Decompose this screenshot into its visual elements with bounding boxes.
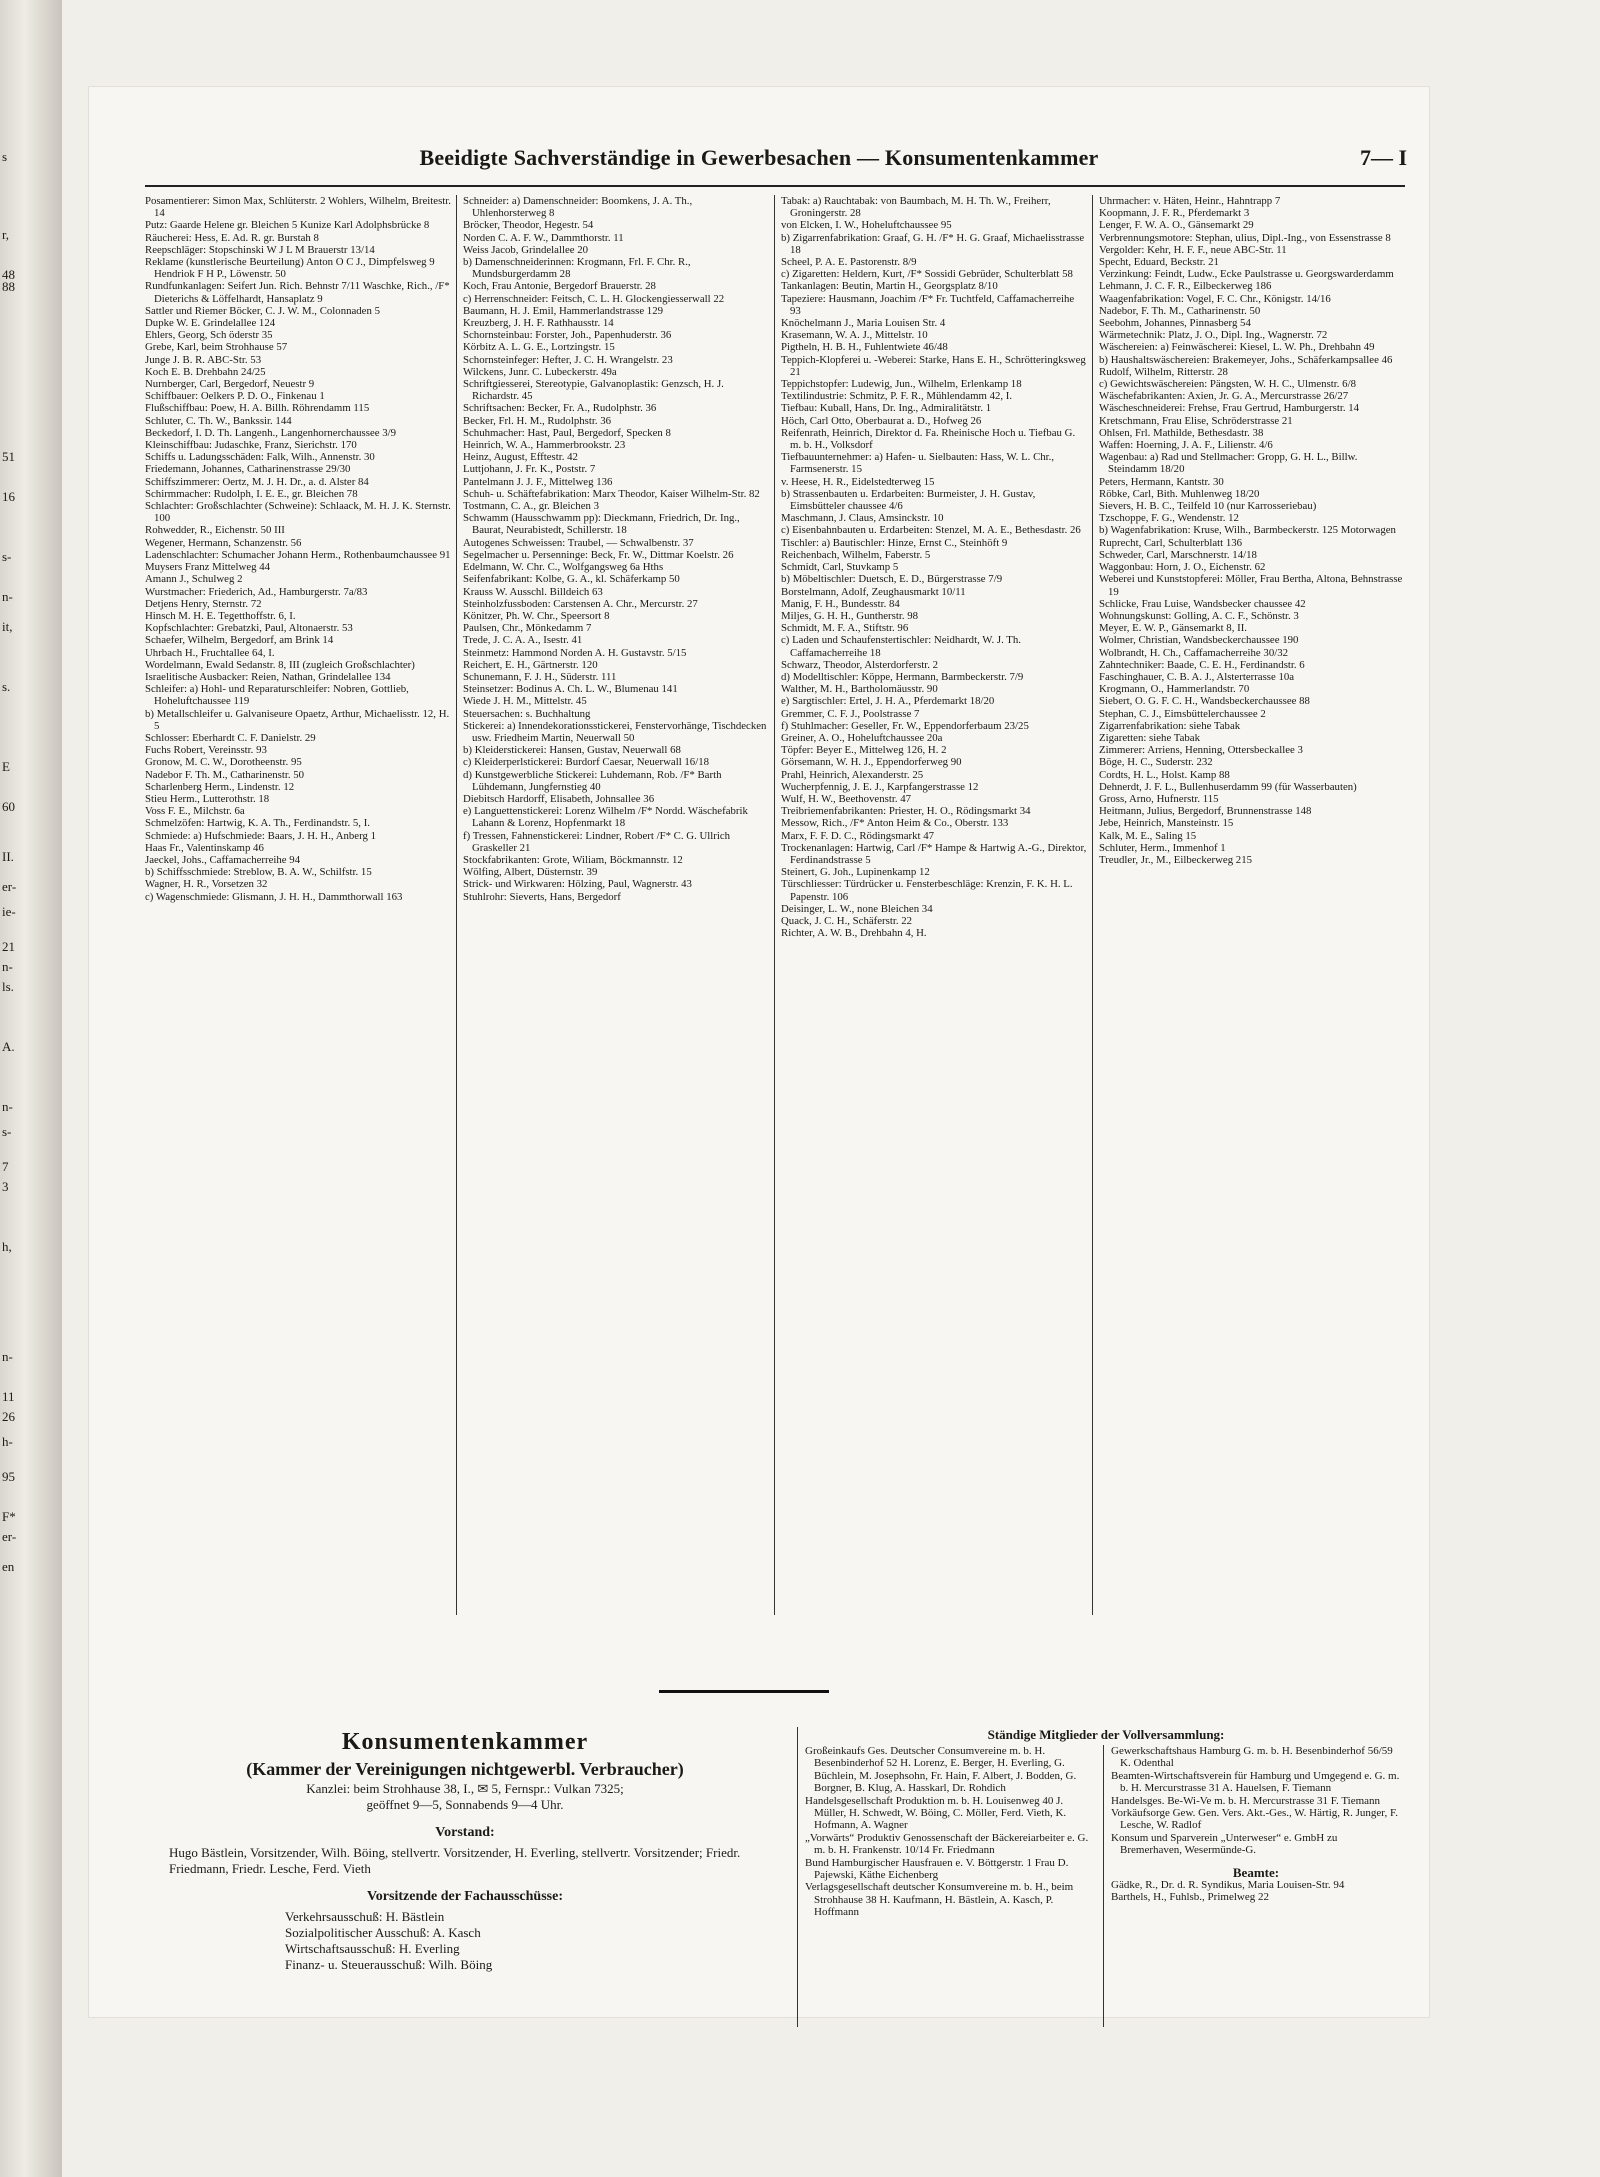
directory-entry: Scharlenberg Herm., Lindenstr. 12 bbox=[145, 780, 295, 793]
directory-entry: Verzinkung: Feindt, Ludw., Ecke Paulstrasse u. Georgswarderdamm bbox=[1099, 268, 1394, 281]
margin-mark: n- bbox=[2, 1099, 13, 1114]
directory-entry: Wurstmacher: Friederich, Ad., Hamburgerstr. 7a/83 bbox=[145, 585, 368, 598]
column-rule bbox=[774, 195, 775, 1615]
directory-entry: Edelmann, W. Chr. C., Wolfgangsweg 6a Hths bbox=[463, 561, 664, 574]
column-rule bbox=[1092, 195, 1093, 1615]
directory-entry: Junge J. B. R. ABC-Str. 53 bbox=[145, 353, 262, 366]
page-title: Beeidigte Sachverständige in Gewerbesachen — Konsumentenkammer bbox=[419, 145, 1099, 170]
directory-entry: Schneider: a) Damenschneider: Boomkens, J. A. Th., Uhlenhorsterweg 8 bbox=[463, 195, 693, 220]
directory-entry: Schwarz, Theodor, Alsterdorferstr. 2 bbox=[781, 658, 939, 671]
page-header bbox=[89, 145, 1429, 185]
directory-entry: Pantelmann J. J. F., Mittelweg 136 bbox=[463, 475, 613, 488]
directory-entry: Schleifer: a) Hohl- und Reparaturschleifer: Nobren, Gottlieb, Hoheluftchaussee 119 bbox=[145, 683, 409, 708]
directory-entry: Weberei und Kunststopferei: Möller, Frau Bertha, Altona, Behnstrasse 19 bbox=[1099, 573, 1403, 598]
directory-entry: Wäschereien: a) Feinwäscherei: Kiesel, L. W. Ph., Drehbahn 49 bbox=[1099, 341, 1375, 354]
directory-entry: Sattler und Riemer Böcker, C. J. W. M., Colonnaden 5 bbox=[145, 304, 380, 317]
margin-mark: 7 bbox=[2, 1159, 9, 1174]
margin-mark: er- bbox=[2, 879, 17, 894]
directory-entry: Rudolf, Wilhelm, Ritterstr. 28 bbox=[1099, 365, 1228, 378]
directory-entry: Rohwedder, R., Eichenstr. 50 III bbox=[145, 524, 285, 537]
directory-entry: Textilindustrie: Schmitz, P. F. R., Mühlendamm 42, I. bbox=[781, 390, 1013, 403]
member-entry: Bund Hamburgischer Hausfrauen e. V. Böttgerstr. 1 Frau D. Pajewski, Käthe Eichenberg bbox=[805, 1856, 1069, 1882]
beamte-entry: Gädke, R., Dr. d. R. Syndikus, Maria Louisen-Str. 94 bbox=[1111, 1879, 1345, 1892]
directory-entry: c) Eisenbahnbauten u. Erdarbeiten: Stenzel, M. A. E., Bethesdastr. 26 bbox=[781, 524, 1081, 537]
directory-entry: Koch, Frau Antonie, Bergedorf Brauerstr. 28 bbox=[463, 280, 656, 293]
margin-mark: r, bbox=[2, 227, 10, 242]
konsum-title: Konsumentenkammer bbox=[341, 1729, 589, 1755]
margin-mark: n- bbox=[2, 959, 13, 974]
margin-mark: II. bbox=[2, 849, 14, 864]
directory-entry: v. Heese, H. R., Eidelstedterweg 15 bbox=[781, 475, 935, 488]
directory-entry: Baumann, H. J. Emil, Hammerlandstrasse 129 bbox=[463, 304, 664, 317]
directory-entry: Fuchs Robert, Vereinsstr. 93 bbox=[145, 744, 267, 757]
konsum-office: Kanzlei: beim Strohhause 38, I., ✉ 5, Fernspr.: Vulkan 7325; bbox=[306, 1781, 624, 1796]
margin-mark: h, bbox=[2, 1239, 12, 1254]
directory-entry: Walther, M. H., Bartholomäusstr. 90 bbox=[781, 683, 938, 696]
header-rule bbox=[145, 185, 1405, 187]
directory-entry: Schlosser: Eberhardt C. F. Danielstr. 29 bbox=[145, 731, 316, 744]
directory-entry: Manig, F. H., Bundesstr. 84 bbox=[781, 597, 900, 610]
margin-mark: E bbox=[2, 759, 10, 774]
directory-entry: Verbrennungsmotore: Stephan, ulius, Dipl.-Ing., von Essenstrasse 8 bbox=[1099, 231, 1391, 244]
directory-entry: Jebe, Heinrich, Mansteinstr. 15 bbox=[1099, 817, 1234, 830]
directory-entry: Türschliesser: Türdrücker u. Fensterbeschläge: Krenzin, F. K. H. L. Papenstr. 106 bbox=[781, 878, 1073, 903]
directory-entry: Weiss Jacob, Grindelallee 20 bbox=[463, 243, 589, 256]
directory-entry: Tiefbauunternehmer: a) Hafen- u. Sielbauten: Hass, W. L. Chr., Farmsenerstr. 15 bbox=[781, 451, 1055, 476]
directory-entry: b) Damenschneiderinnen: Krogmann, Frl. F. Chr. R., Mundsburgerdamm 28 bbox=[463, 256, 691, 281]
directory-entry: Schuh- u. Schäftefabrikation: Marx Theodor, Kaiser Wilhelm-Str. 82 bbox=[463, 487, 760, 500]
directory-entry: Becker, Frl. H. M., Rudolphstr. 36 bbox=[463, 414, 612, 427]
directory-entry: Treudler, Jr., M., Eilbeckerweg 215 bbox=[1099, 853, 1252, 866]
directory-entry: Kleinschiffbau: Judaschke, Franz, Sierichstr. 170 bbox=[145, 439, 357, 452]
committee-line: Sozialpolitischer Ausschuß: A. Kasch bbox=[285, 1925, 481, 1940]
directory-entry: Putz: Gaarde Helene gr. Bleichen 5 Kunize Karl Adolphsbrücke 8 bbox=[145, 219, 430, 232]
directory-entry: Norden C. A. F. W., Dammthorstr. 11 bbox=[463, 231, 624, 244]
directory-entry: Schuhmacher: Hast, Paul, Bergedorf, Specken 8 bbox=[463, 426, 671, 439]
directory-column-2 bbox=[463, 195, 769, 1615]
directory-entry: Gross, Arno, Hufnerstr. 115 bbox=[1099, 792, 1219, 805]
margin-mark: 60 bbox=[2, 799, 15, 814]
directory-entry: d) Kunstgewerbliche Stickerei: Luhdemann, Rob. /F* Barth Lühdemann, Jungfernstieg 40 bbox=[463, 768, 722, 793]
directory-entry: Nadebor F. Th. M., Catharinenstr. 50 bbox=[145, 768, 305, 781]
directory-entry: Friedemann, Johannes, Catharinenstrasse 29/30 bbox=[145, 463, 351, 476]
directory-entry: Schiffs u. Ladungsschäden: Falk, Wilh., Annenstr. 30 bbox=[145, 451, 375, 464]
directory-entry: Tiefbau: Kuball, Hans, Dr. Ing., Admiralitätstr. 1 bbox=[781, 402, 992, 415]
directory-entry: Schluter, C. Th. W., Bankssir. 144 bbox=[145, 414, 292, 427]
member-entry: Handelsgesellschaft Produktion m. b. H. Louisenweg 40 J. Müller, H. Schwedt, W. Böing, C. Möller, Ferd. Vieth, K. Hofmann, A. Wagner bbox=[805, 1794, 1067, 1832]
directory-entry: e) Languettenstickerei: Lorenz Wilhelm /F* Nordd. Wäschefabrik Lahann & Lorenz, Hopfenmarkt 18 bbox=[463, 805, 748, 830]
directory-entry: Knöchelmann J., Maria Louisen Str. 4 bbox=[781, 317, 946, 330]
directory-entry: Gremmer, C. F. J., Poolstrasse 7 bbox=[781, 707, 920, 720]
margin-mark: 11 bbox=[2, 1389, 15, 1404]
directory-entry: Schmidt, M. F. A., Stiftstr. 96 bbox=[781, 622, 909, 635]
directory-entry: Sievers, H. B. C., Teilfeld 10 (nur Karrosseriebau) bbox=[1099, 500, 1317, 513]
directory-entry: Rundfunkanlagen: Seifert Jun. Rich. Behnstr 7/11 Waschke, Rich., /F* Dieterichs & Löffelhardt, Hansaplatz 9 bbox=[145, 280, 450, 305]
directory-entry: Schwamm (Hausschwamm pp): Dieckmann, Friedrich, Dr. Ing., Baurat, Neurabistedt, Schillerstr. 18 bbox=[463, 512, 740, 537]
directory-entry: Grebe, Karl, beim Strohhause 57 bbox=[145, 341, 288, 354]
directory-column-4 bbox=[1099, 195, 1405, 1615]
directory-entry: Siebert, O. G. F. C. H., Wandsbeckerchaussee 88 bbox=[1099, 695, 1310, 708]
directory-entry: Voss F. E., Milchstr. 6a bbox=[145, 805, 245, 818]
directory-entry: Körbitz A. L. G. E., Lortzingstr. 15 bbox=[463, 341, 615, 354]
directory-entry: Marx, F. F. D. C., Rödingsmarkt 47 bbox=[781, 829, 935, 842]
committees-heading: Vorsitzende der Fachausschüsse: bbox=[366, 1889, 563, 1904]
member-entry: Verlagsgesellschaft deutscher Konsumvereine m. b. H., beim Strohhause 38 H. Kaufmann, H. Bästlein, A. Kasch, P. Hoffmann bbox=[805, 1881, 1074, 1919]
konsumentenkammer-section bbox=[145, 1727, 1407, 2027]
directory-entry: Reichenbach, Wilhelm, Faberstr. 5 bbox=[781, 548, 931, 561]
directory-entry: Tapeziere: Hausmann, Joachim /F* Fr. Tuchtfeld, Caffamacherreihe 93 bbox=[781, 292, 1075, 317]
margin-mark: 16 bbox=[2, 489, 15, 504]
margin-mark: 95 bbox=[2, 1469, 15, 1484]
directory-entry: Stuhlrohr: Sieverts, Hans, Bergedorf bbox=[463, 890, 621, 903]
directory-column-3 bbox=[781, 195, 1087, 1615]
directory-entry: b) Strassenbauten u. Erdarbeiten: Burmeister, J. H. Gustav, Eimsbütteler chaussee 4/6 bbox=[781, 487, 1036, 513]
member-entry: Handelsges. Be-Wi-Ve m. b. H. Mercurstrasse 31 F. Tiemann bbox=[1111, 1794, 1381, 1807]
directory-entry: Jaeckel, Johs., Caffamacherreihe 94 bbox=[145, 853, 301, 866]
margin-mark: 26 bbox=[2, 1409, 15, 1424]
directory-entry: Nadebor, F. Th. M., Catharinenstr. 50 bbox=[1099, 304, 1261, 317]
directory-entry: Nurnberger, Carl, Bergedorf, Neuestr 9 bbox=[145, 378, 315, 391]
directory-entry: Koch E. B. Drehbahn 24/25 bbox=[145, 365, 266, 378]
directory-entry: Bröcker, Theodor, Hegestr. 54 bbox=[463, 219, 594, 232]
member-entry: Vorkäufsorge Gew. Gen. Vers. Akt.-Ges., W. Härtig, R. Junger, F. Lesche, W. Radlof bbox=[1111, 1807, 1398, 1832]
directory-entry: Schlachter: Großschlachter (Schweine): Schlaack, M. H. J. K. Sternstr. 100 bbox=[145, 500, 451, 525]
directory-entry: Schlicke, Frau Luise, Wandsbecker chaussee 42 bbox=[1099, 597, 1306, 610]
directory-entry: Wäscheschneiderei: Frehse, Frau Gertrud, Hamburgerstr. 14 bbox=[1099, 402, 1360, 415]
margin-mark: F* bbox=[2, 1509, 16, 1524]
directory-entry: Wagner, H. R., Vorsetzen 32 bbox=[145, 878, 268, 891]
members-heading: Ständige Mitglieder der Vollversammlung: bbox=[987, 1727, 1225, 1742]
directory-entry: Krogmann, O., Hammerlandstr. 70 bbox=[1099, 683, 1250, 696]
directory-entry: Specht, Eduard, Beckstr. 21 bbox=[1099, 256, 1219, 269]
directory-entry: Faschinghauer, C. B. A. J., Alsterterrasse 10a bbox=[1099, 670, 1295, 683]
directory-entry: Ohlsen, Frl. Mathilde, Bethesdastr. 38 bbox=[1099, 426, 1264, 439]
directory-entry: Stickerei: a) Innendekorationsstickerei, Fenstervorhänge, Tischdecken usw. Friedheim Martin, Neuerwall 50 bbox=[463, 719, 767, 744]
directory-entry: Luttjohann, J. Fr. K., Poststr. 7 bbox=[463, 463, 596, 476]
members-left-column bbox=[805, 1745, 1095, 1919]
directory-entry: Schunemann, F. J. H., Süderstr. 111 bbox=[463, 670, 617, 683]
section-column-rule bbox=[797, 1727, 798, 2027]
directory-entry: Wäschefabrikanten: Axien, Jr. G. A., Mercurstrasse 26/27 bbox=[1099, 390, 1349, 403]
directory-entry: Dehnerdt, J. F. L., Bullenhuserdamm 99 (für Wasserbauten) bbox=[1099, 780, 1357, 793]
directory-entry: c) Wagenschmiede: Glismann, J. H. H., Dammthorwall 163 bbox=[145, 890, 403, 903]
directory-entry: Reichert, E. H., Gärtnerstr. 120 bbox=[463, 658, 598, 671]
directory-entry: Wilckens, Junr. C. Lubeckerstr. 49a bbox=[463, 365, 617, 378]
directory-entry: Schriftgiesserei, Stereotypie, Galvanoplastik: Genzsch, H. J. Richardstr. 45 bbox=[463, 378, 724, 403]
directory-entry: Tabak: a) Rauchtabak: von Baumbach, M. H. Th. W., Freiherr, Groningerstr. 28 bbox=[781, 195, 1051, 220]
directory-entry: Strick- und Wirkwaren: Hölzing, Paul, Wagnerstr. 43 bbox=[463, 878, 692, 891]
directory-entry: b) Zigarrenfabrikation: Graaf, G. H. /F* H. G. Graaf, Michaelisstrasse 18 bbox=[781, 231, 1085, 256]
directory-entry: Posamentierer: Simon Max, Schlüterstr. 2 Wohlers, Wilhelm, Breitestr. 14 bbox=[145, 195, 451, 220]
directory-entry: Böge, H. C., Suderstr. 232 bbox=[1099, 756, 1213, 769]
directory-entry: Tostmann, C. A., gr. Bleichen 3 bbox=[463, 500, 599, 513]
directory-entry: c) Kleiderperlstickerei: Burdorf Caesar, Neuerwall 16/18 bbox=[463, 756, 709, 769]
margin-mark: s- bbox=[2, 1124, 12, 1139]
directory-entry: Zahntechniker: Baade, C. E. H., Ferdinandstr. 6 bbox=[1099, 658, 1305, 671]
directory-entry: Schmidt, Carl, Stuvkamp 5 bbox=[781, 561, 899, 574]
directory-entry: Schmiede: a) Hufschmiede: Baars, J. H. H., Anberg 1 bbox=[145, 829, 376, 842]
margin-mark: s bbox=[2, 149, 8, 164]
margin-mark: 3 bbox=[2, 1179, 9, 1194]
konsum-hours: geöffnet 9—5, Sonnabends 9—4 Uhr. bbox=[366, 1797, 564, 1812]
beamte-entry: Barthels, H., Fuhlsb., Primelweg 22 bbox=[1111, 1891, 1269, 1904]
directory-entry: Pigtheln, H. B. H., Fuhlentwiete 46/48 bbox=[781, 341, 948, 354]
directory-entry: Seebohm, Johannes, Pinnasberg 54 bbox=[1099, 317, 1251, 330]
directory-entry: Tischler: a) Bautischler: Hinze, Ernst C., Steinhöft 9 bbox=[781, 536, 1008, 549]
directory-entry: Dupke W. E. Grindelallee 124 bbox=[145, 317, 276, 330]
directory-entry: c) Herrenschneider: Feitsch, C. L. H. Glockengiesserwall 22 bbox=[463, 292, 725, 305]
directory-entry: Gronow, M. C. W., Dorotheenstr. 95 bbox=[145, 756, 302, 769]
directory-entry: Stieu Herm., Lutterothstr. 18 bbox=[145, 792, 270, 805]
member-entry: Konsum und Sparverein „Unterweser“ e. GmbH zu Bremerhaven, Wesermünde-G. bbox=[1111, 1831, 1338, 1857]
member-entry: Großeinkaufs Ges. Deutscher Consumvereine m. b. H. Besenbinderhof 52 H. Lorenz, E. Berger, H. Everling, G. Büchlein, M. Josephsohn, Fr. Hain, F. Albert, J. Bodden, G. Borgner, B. Klug, A. Hasskarl, Dr. Rohdich bbox=[805, 1745, 1077, 1795]
committee-line: Verkehrsausschuß: H. Bästlein bbox=[285, 1909, 445, 1924]
directory-entry: Reklame (kunstlerische Beurteilung) Anton O C J., Dimpfelsweg 9 Hendriok F H P., Löwenstr. 50 bbox=[145, 256, 435, 281]
directory-entry: b) Möbeltischler: Duetsch, E. D., Bürgerstrasse 7/9 bbox=[781, 573, 1003, 586]
directory-entry: Töpfer: Beyer E., Mittelweg 126, H. 2 bbox=[781, 744, 947, 757]
margin-mark: s- bbox=[2, 549, 12, 564]
directory-entry: Haas Fr., Valentinskamp 46 bbox=[145, 841, 264, 854]
directory-entry: Muysers Franz Mittelweg 44 bbox=[145, 561, 271, 574]
directory-entry: Maschmann, J. Claus, Amsinckstr. 10 bbox=[781, 512, 944, 525]
directory-entry: c) Laden und Schaufenstertischler: Neidhardt, W. J. Th. Caffamacherreihe 18 bbox=[781, 634, 1021, 659]
directory-entry: Ruprecht, Carl, Schulterblatt 136 bbox=[1099, 536, 1243, 549]
directory-entry: Teppich-Klopferei u. -Weberei: Starke, Hans E. H., Schrötteringksweg 21 bbox=[781, 353, 1086, 378]
directory-entry: Steinsetzer: Bodinus A. Ch. L. W., Blumenau 141 bbox=[463, 683, 678, 696]
directory-entry: Diebitsch Hardorff, Elisabeth, Johnsallee 36 bbox=[463, 792, 655, 805]
directory-column-1 bbox=[145, 195, 451, 1615]
page bbox=[88, 86, 1430, 2018]
directory-entry: Steinmetz: Hammond Norden A. H. Gustavstr. 5/15 bbox=[463, 646, 687, 659]
directory-entry: Segelmacher u. Persenninge: Beck, Fr. W., Dittmar Koelstr. 26 bbox=[463, 548, 734, 561]
page-number: 7— I bbox=[1359, 145, 1407, 170]
directory-entry: Borstelmann, Adolf, Zeughausmarkt 10/11 bbox=[781, 585, 966, 598]
directory-entry: b) Schiffsschmiede: Streblow, B. A. W., Schilfstr. 15 bbox=[145, 866, 372, 879]
margin-mark: en bbox=[2, 1559, 15, 1574]
directory-entry: Lenger, F. W. A. O., Gänsemarkt 29 bbox=[1099, 219, 1254, 232]
directory-entry: Heitmann, Julius, Bergedorf, Brunnenstrasse 148 bbox=[1099, 805, 1312, 818]
committee-line: Wirtschaftsausschuß: H. Everling bbox=[285, 1941, 460, 1956]
margin-mark: 88 bbox=[2, 279, 15, 294]
directory-entry: d) Modelltischler: Köppe, Hermann, Barmbeckerstr. 7/9 bbox=[781, 670, 1024, 683]
konsum-subtitle: (Kammer der Vereinigungen nichtgewerbl. Verbraucher) bbox=[246, 1759, 684, 1779]
directory-entry: Könitzer, Ph. W. Chr., Speersort 8 bbox=[463, 609, 610, 622]
directory-entry: Räucherei: Hess, E. Ad. R. gr. Burstah 8 bbox=[145, 231, 319, 244]
book-binding bbox=[0, 0, 62, 2177]
directory-entry: Beckedorf, I. D. Th. Langenh., Langenhornerchaussee 3/9 bbox=[145, 426, 397, 439]
members-block bbox=[805, 1727, 1407, 1919]
directory-entry: Schriftsachen: Becker, Fr. A., Rudolphstr. 36 bbox=[463, 402, 657, 415]
directory-entry: Höch, Carl Otto, Oberbaurat a. D., Hofweg 26 bbox=[781, 414, 982, 427]
directory-entry: Steinert, G. Joh., Lupinenkamp 12 bbox=[781, 866, 930, 879]
margin-mark: s. bbox=[2, 679, 11, 694]
member-entry: Gewerkschaftshaus Hamburg G. m. b. H. Besenbinderhof 56/59 K. Odenthal bbox=[1111, 1745, 1393, 1770]
directory-entry: Treibriemenfabrikanten: Priester, H. O., Rödingsmarkt 34 bbox=[781, 805, 1031, 818]
directory-entry: Steinholzfussboden: Carstensen A. Chr., Mercurstr. 27 bbox=[463, 597, 698, 610]
directory-entry: Zigaretten: siehe Tabak bbox=[1099, 731, 1200, 744]
directory-entry: Uhrmacher: v. Häten, Heinr., Hahntrapp 7 bbox=[1099, 195, 1281, 207]
directory-entry: Autogenes Schweissen: Traubel, — Schwalbenstr. 37 bbox=[463, 536, 694, 549]
directory-entry: Görsemann, W. H. J., Eppendorferweg 90 bbox=[781, 756, 962, 769]
margin-mark: it, bbox=[2, 619, 13, 634]
margin-mark: 48 bbox=[2, 267, 15, 282]
directory-entry: b) Wagenfabrikation: Kruse, Wilh., Barmbeckerstr. 125 Motorwagen bbox=[1099, 524, 1396, 537]
directory-entry: Schirmmacher: Rudolph, I. E. E., gr. Bleichen 78 bbox=[145, 487, 358, 500]
margin-mark: ls. bbox=[2, 979, 14, 994]
directory-entry: Krauss W. Ausschl. Billdeich 63 bbox=[463, 585, 603, 598]
directory-entry: Heinrich, W. A., Hammerbrookstr. 23 bbox=[463, 439, 626, 452]
directory-entry: Uhrbach H., Fruchtallee 64, I. bbox=[145, 646, 275, 659]
directory-entry: Schweder, Carl, Marschnerstr. 14/18 bbox=[1099, 548, 1257, 561]
directory-entry: Stockfabrikanten: Grote, Wiliam, Böckmannstr. 12 bbox=[463, 853, 683, 866]
directory-entry: f) Stuhlmacher: Geseller, Fr. W., Eppendorferbaum 23/25 bbox=[781, 719, 1029, 732]
section-divider bbox=[659, 1690, 829, 1693]
directory-entry: Vergolder: Kehr, H. F. F., neue ABC-Str. 11 bbox=[1099, 243, 1287, 256]
konsum-info bbox=[145, 1727, 785, 1973]
directory-entry: Waggonbau: Horn, J. O., Eichenstr. 62 bbox=[1099, 561, 1266, 574]
directory-entry: Deisinger, L. W., none Bleichen 34 bbox=[781, 902, 933, 915]
directory-entry: Koopmann, J. F. R., Pferdemarkt 3 bbox=[1099, 207, 1250, 220]
directory-entry: c) Gewichtswäschereien: Pängsten, W. H. C., Ulmenstr. 6/8 bbox=[1099, 378, 1356, 391]
directory-entry: Wiede J. H. M., Mittelstr. 45 bbox=[463, 695, 587, 708]
directory-entry: b) Metallschleifer u. Galvaniseure Opaetz, Arthur, Michaelisstr. 12, H. 5 bbox=[145, 707, 450, 732]
directory-entry: Wohnungskunst: Golling, A. C. F., Schönstr. 3 bbox=[1099, 609, 1299, 622]
margin-mark: h- bbox=[2, 1434, 13, 1449]
directory-entry: Schaefer, Wilhelm, Bergedorf, am Brink 14 bbox=[145, 634, 334, 647]
directory-entry: Israelitische Ausbacker: Reien, Nathan, Grindelallee 134 bbox=[145, 670, 391, 683]
member-entry: „Vorwärts“ Produktiv Genossenschaft der Bäckereiarbeiter e. G. m. b. H. Frankenstr. 10/14 Fr. Friedmann bbox=[805, 1831, 1089, 1857]
members-column-rule bbox=[1103, 1745, 1104, 2027]
directory-entry: Trede, J. C. A. A., Isestr. 41 bbox=[463, 634, 583, 647]
directory-entry: Schiffszimmerer: Oertz, M. J. H. Dr., a. d. Alster 84 bbox=[145, 475, 369, 488]
directory-entry: Schiffbauer: Oelkers P. D. O., Finkenau 1 bbox=[145, 390, 325, 403]
directory-entry: Tzschoppe, F. G., Wendenstr. 12 bbox=[1099, 512, 1239, 525]
directory-entry: Heinz, August, Efftestr. 42 bbox=[463, 451, 578, 464]
directory-entry: Prahl, Heinrich, Alexanderstr. 25 bbox=[781, 768, 924, 781]
members-right-column bbox=[1111, 1745, 1401, 1904]
directory-entry: Kalk, M. E., Saling 15 bbox=[1099, 829, 1197, 842]
directory-entry: Wagenbau: a) Rad und Stellmacher: Gropp, G. H. L., Billw. Steindamm 18/20 bbox=[1099, 451, 1358, 476]
directory-entry: Tankanlagen: Beutin, Martin H., Georgsplatz 8/10 bbox=[781, 280, 998, 293]
committee-line: Finanz- u. Steuerausschuß: Wilh. Böing bbox=[285, 1957, 493, 1972]
directory-entry: Zigarrenfabrikation: siehe Tabak bbox=[1099, 719, 1241, 732]
directory-entry: Quack, J. C. H., Schäferstr. 22 bbox=[781, 914, 913, 927]
directory-entry: von Elcken, I. W., Hoheluftchaussee 95 bbox=[781, 219, 952, 232]
beamte-heading: Beamte: bbox=[1232, 1864, 1280, 1880]
directory-entry: Krasemann, W. A. J., Mittelstr. 10 bbox=[781, 329, 928, 342]
member-entry: Beamten-Wirtschaftsverein für Hamburg und Umgegend e. G. m. b. H. Mercurstrasse 31 A. Hauelsen, F. Tiemann bbox=[1111, 1769, 1400, 1795]
directory-entry: Wordelmann, Ewald Sedanstr. 8, III (zugleich Großschlachter) bbox=[145, 658, 415, 671]
directory-entry: Paulsen, Chr., Mönkedamm 7 bbox=[463, 622, 592, 635]
directory-entry: e) Sargtischler: Ertel, J. H. A., Pferdemarkt 18/20 bbox=[781, 695, 995, 708]
column-rule bbox=[456, 195, 457, 1615]
vorstand-heading: Vorstand: bbox=[435, 1825, 495, 1840]
directory-entry: Waffen: Hoerning, J. A. F., Lilienstr. 4/6 bbox=[1099, 439, 1273, 452]
margin-mark: 21 bbox=[2, 939, 15, 954]
directory-entry: Wölfing, Albert, Düsternstr. 39 bbox=[463, 866, 598, 879]
directory-entry: Schmelzöfen: Hartwig, K. A. Th., Ferdinandstr. 5, I. bbox=[145, 817, 370, 830]
directory-entry: Wegener, Hermann, Schanzenstr. 56 bbox=[145, 536, 302, 549]
directory-entry: Waagenfabrikation: Vogel, F. C. Chr., Königstr. 14/16 bbox=[1099, 292, 1331, 305]
directory-entry: Zimmerer: Arriens, Henning, Ottersbeckallee 3 bbox=[1099, 744, 1303, 757]
directory-columns bbox=[145, 195, 1407, 1615]
directory-entry: Wulf, H. W., Beethovenstr. 47 bbox=[781, 792, 912, 805]
directory-entry: Miljes, G. H. H., Guntherstr. 98 bbox=[781, 609, 919, 622]
directory-entry: Schluter, Herm., Immenhof 1 bbox=[1099, 841, 1226, 854]
directory-entry: Teppichstopfer: Ludewig, Jun., Wilhelm, Erlenkamp 18 bbox=[781, 378, 1022, 391]
directory-entry: Seifenfabrikant: Kolbe, G. A., kl. Schäferkamp 50 bbox=[463, 573, 680, 586]
margin-mark: 51 bbox=[2, 449, 15, 464]
margin-mark: n- bbox=[2, 1349, 13, 1364]
directory-entry: Wolbrandt, H. Ch., Caffamacherreihe 30/32 bbox=[1099, 646, 1289, 659]
directory-entry: Steuersachen: s. Buchhaltung bbox=[463, 707, 591, 720]
directory-entry: Wärmetechnik: Platz, J. O., Dipl. Ing., Wagnerstr. 72 bbox=[1099, 329, 1328, 342]
directory-entry: Ehlers, Georg, Sch öderstr 35 bbox=[145, 329, 273, 342]
directory-entry: Röbke, Carl, Bith. Muhlenweg 18/20 bbox=[1099, 487, 1260, 500]
margin-mark: n- bbox=[2, 589, 13, 604]
directory-entry: Flußschiffbau: Poew, H. A. Billh. Röhrendamm 115 bbox=[145, 402, 370, 415]
margin-mark: er- bbox=[2, 1529, 17, 1544]
directory-entry: Reepschläger: Stopschinski W J L M Brauerstr 13/14 bbox=[145, 243, 375, 256]
directory-entry: c) Zigaretten: Heldern, Kurt, /F* Sossidi Gebrüder, Schulterblatt 58 bbox=[781, 268, 1073, 281]
directory-entry: b) Haushaltswäschereien: Brakemeyer, Johs., Schäferkampsallee 46 bbox=[1099, 353, 1393, 366]
directory-entry: Meyer, E. W. P., Gänsemarkt 8, II. bbox=[1099, 622, 1247, 635]
directory-entry: Detjens Henry, Sternstr. 72 bbox=[145, 597, 262, 610]
directory-entry: Kreuzberg, J. H. F. Rathhausstr. 14 bbox=[463, 317, 614, 330]
directory-entry: Kopfschlachter: Grebatzki, Paul, Altonaerstr. 53 bbox=[145, 622, 353, 635]
directory-entry: f) Tressen, Fahnenstickerei: Lindner, Robert /F* C. G. Ullrich Graskeller 21 bbox=[463, 829, 731, 854]
directory-entry: Wolmer, Christian, Wandsbeckerchaussee 190 bbox=[1099, 634, 1299, 647]
directory-entry: Ladenschlachter: Schumacher Johann Herm., Rothenbaumchaussee 91 bbox=[145, 548, 451, 561]
directory-entry: Hinsch M. H. E. Tegetthoffstr. 6, I. bbox=[145, 609, 296, 622]
directory-entry: Wucherpfennig, J. E. J., Karpfangerstrasse 12 bbox=[781, 780, 979, 793]
margin-mark: ie- bbox=[2, 904, 16, 919]
directory-entry: Messow, Rich., /F* Anton Heim & Co., Oberstr. 133 bbox=[781, 817, 1009, 830]
directory-entry: Peters, Hermann, Kantstr. 30 bbox=[1099, 475, 1224, 488]
directory-entry: Richter, A. W. B., Drehbahn 4, H. bbox=[781, 927, 927, 940]
directory-entry: Scheel, P. A. E. Pastorenstr. 8/9 bbox=[781, 256, 917, 269]
directory-entry: Kretschmann, Frau Elise, Schröderstrasse 21 bbox=[1099, 414, 1293, 427]
directory-entry: Greiner, A. O., Hoheluftchaussee 20a bbox=[781, 731, 943, 744]
directory-entry: Amann J., Schulweg 2 bbox=[145, 573, 243, 586]
directory-entry: Schornsteinfeger: Hefter, J. C. H. Wrangelstr. 23 bbox=[463, 353, 673, 366]
directory-entry: Reifenrath, Heinrich, Direktor d. Fa. Rheinische Hoch u. Tiefbau G. m. b. H., Volksdorf bbox=[781, 426, 1076, 452]
margin-mark: A. bbox=[2, 1039, 15, 1054]
directory-entry: Trockenanlagen: Hartwig, Carl /F* Hampe & Hartwig A.-G., Direktor, Ferdinandstrasse 5 bbox=[781, 841, 1087, 866]
directory-entry: Lehmann, J. C. F. R., Eilbeckerweg 186 bbox=[1099, 280, 1272, 293]
vorstand-text: Hugo Bästlein, Vorsitzender, Wilh. Böing, stellvertr. Vorsitzender, H. Everling, stellvertr. Vorsitzender; Friedr. Friedmann, Friedr. Lesche, Ferd. Vieth bbox=[169, 1845, 741, 1876]
directory-entry: Stephan, C. J., Eimsbüttelerchaussee 2 bbox=[1099, 707, 1266, 720]
directory-entry: b) Kleiderstickerei: Hansen, Gustav, Neuerwall 68 bbox=[463, 744, 681, 757]
directory-entry: Schornsteinbau: Forster, Joh., Papenhuderstr. 36 bbox=[463, 329, 672, 342]
directory-entry: Cordts, H. L., Holst. Kamp 88 bbox=[1099, 768, 1230, 781]
